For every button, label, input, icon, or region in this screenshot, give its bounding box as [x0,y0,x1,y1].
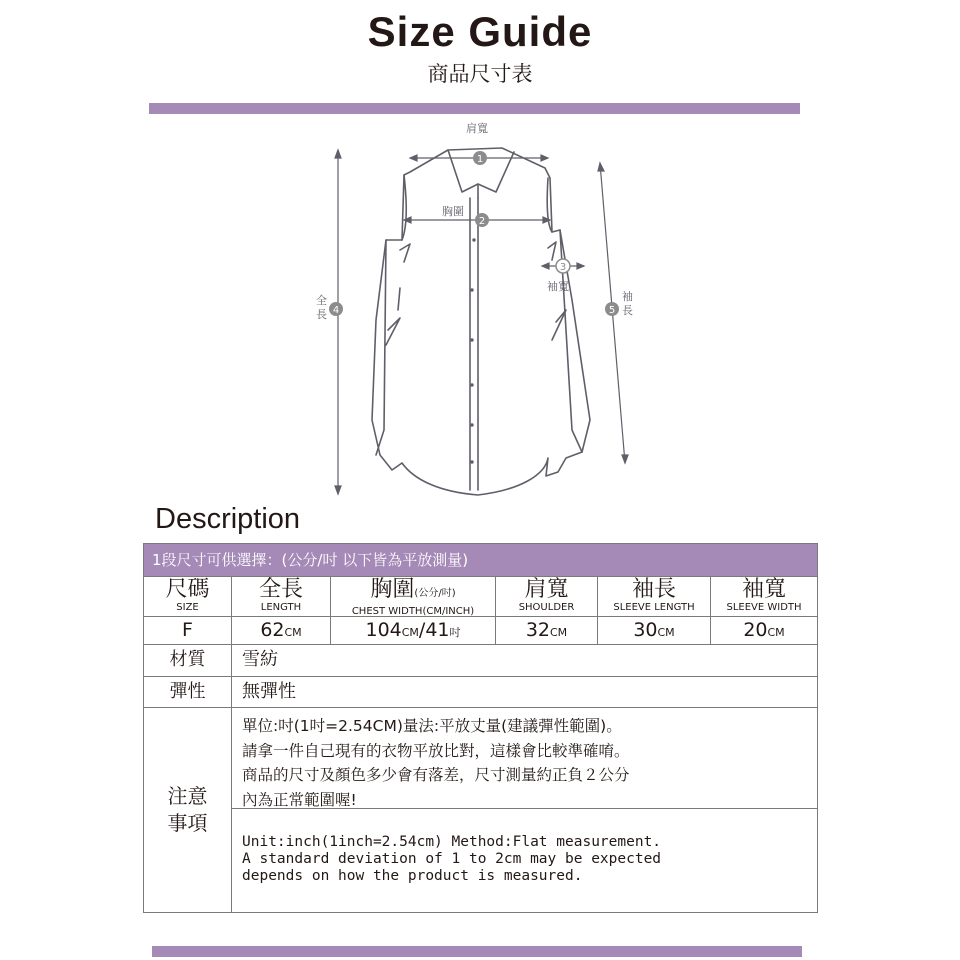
elasticity-row [144,676,817,707]
notes-chinese: 單位:吋(1吋=2.54CM)量法:平放丈量(建議彈性範圍)。 請拿一件自己現有的衣物平放比對，這樣會比較準確唷。 商品的尺寸及顏色多少會有落差，尺寸測量約正負２公分 內為正常範圍喔! [242,717,630,809]
size-table [143,543,818,913]
table-header-note: 1段尺寸可供選擇：(公分/吋 以下皆為平放測量) [144,544,817,576]
col-sleeve-width: 袖寬 SLEEVE WIDTH [710,577,817,616]
notes-english: Unit:inch(1inch=2.54cm) Method:Flat measurement. A standard deviation of 1 to 2cm may be expected depends on how the product is measured. [242,834,662,884]
value-size: F [182,619,193,641]
value-length: 62CM [231,617,330,644]
svg-text:2: 2 [478,216,486,227]
col-length: 全長 LENGTH [231,577,330,616]
svg-text:長: 長 [622,304,633,317]
description-heading: Description [155,503,301,535]
bottom-accent-bar [152,946,802,957]
col-size: 尺碼 SIZE [165,577,210,613]
label-shoulder: 肩寬 [466,122,488,135]
value-shoulder: 32CM [495,617,597,644]
elasticity-value: 無彈性 [231,677,817,707]
value-chest: 104CM/41吋 [330,617,495,644]
svg-text:5: 5 [608,305,616,316]
col-sleeve-length: 袖長 SLEEVE LENGTH [597,577,710,616]
svg-text:1: 1 [476,154,484,165]
notes-row [144,707,817,912]
label-length: 全 [316,294,327,307]
label-sleeve-width: 袖寬 [547,280,569,293]
svg-text:3: 3 [559,262,567,273]
notes-label: 注意 事項 [167,784,208,835]
label-chest: 胸圍 [442,205,464,218]
page-subtitle: 商品尺寸表 [427,62,533,86]
table-row [144,616,817,644]
svg-text:長: 長 [316,308,327,321]
svg-text:4: 4 [332,305,340,316]
label-sleeve-length: 袖 [622,290,633,303]
notes-divider [232,808,817,809]
material-row [144,644,817,676]
notes-content [231,708,817,912]
value-sleeve-length: 30CM [597,617,710,644]
col-shoulder: 肩寬 SHOULDER [495,577,597,616]
table-column-labels [144,576,817,616]
material-label: 材質 [169,649,206,670]
col-chest: 胸圍(公分/吋) CHEST WIDTH(CM/INCH) [330,577,495,616]
page-title: Size Guide [367,8,593,55]
elasticity-label: 彈性 [169,681,206,702]
material-value: 雪紡 [231,645,817,676]
value-sleeve-width: 20CM [710,617,817,644]
